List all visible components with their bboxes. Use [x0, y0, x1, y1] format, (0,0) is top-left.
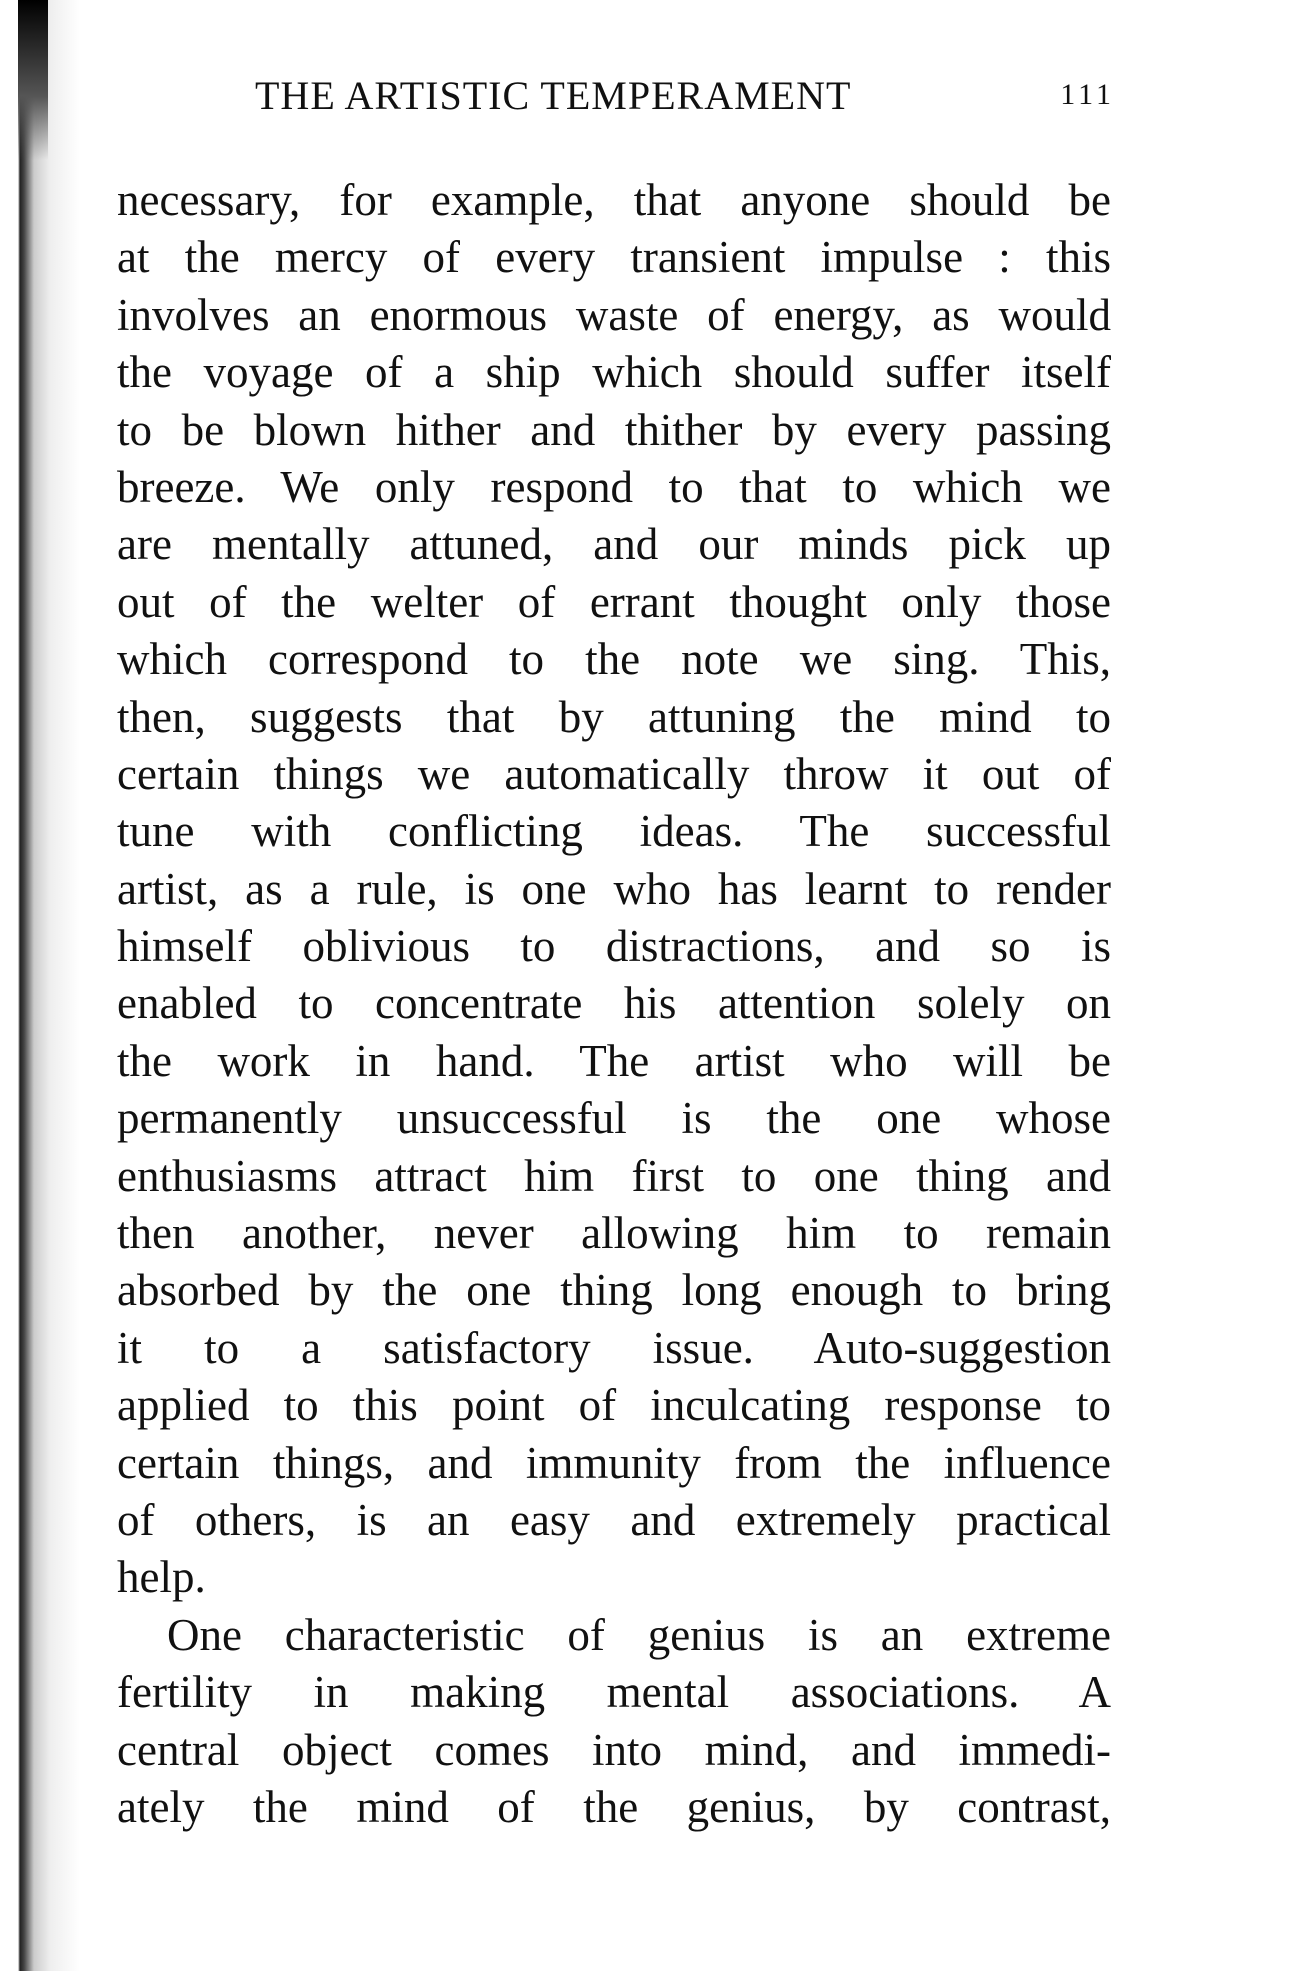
- text-line: permanently unsuccessful is the one whose: [117, 1093, 1111, 1144]
- text-line: himself oblivious to distractions, and so is: [117, 921, 1111, 972]
- text-line: are mentally attuned, and our minds pick up: [117, 519, 1111, 570]
- text-line: at the mercy of every transient impulse : this: [117, 232, 1111, 283]
- body-text: [117, 172, 1111, 1836]
- text-line: help.: [117, 1552, 206, 1603]
- text-line: the voyage of a ship which should suffer itself: [117, 347, 1111, 398]
- binding-shadow: [18, 0, 48, 160]
- text-line: central object comes into mind, and immedi-: [117, 1724, 1111, 1775]
- text-line: absorbed by the one thing long enough to bring: [117, 1265, 1111, 1316]
- text-line: out of the welter of errant thought only those: [117, 576, 1111, 627]
- text-line: involves an enormous waste of energy, as would: [117, 289, 1111, 340]
- text-line: certain things, and immunity from the influence: [117, 1437, 1111, 1488]
- text-line: it to a satisfactory issue. Auto-suggestion: [117, 1322, 1111, 1373]
- text-line: certain things we automatically throw it out of: [117, 748, 1111, 799]
- text-line: enthusiasms attract him first to one thing and: [117, 1150, 1111, 1201]
- text-line: enabled to concentrate his attention solely on: [117, 978, 1111, 1029]
- page-number: 111: [1060, 78, 1115, 111]
- text-line: then another, never allowing him to remain: [117, 1208, 1111, 1259]
- header-title: THE ARTISTIC TEMPERAMENT: [255, 73, 852, 118]
- text-line: to be blown hither and thither by every passing: [117, 404, 1111, 455]
- text-line: artist, as a rule, is one who has learnt to render: [117, 863, 1111, 914]
- text-line: One characteristic of genius is an extreme: [167, 1609, 1111, 1660]
- text-line: applied to this point of inculcating response to: [117, 1380, 1111, 1431]
- text-line: then, suggests that by attuning the mind to: [117, 691, 1111, 742]
- text-line: ately the mind of the genius, by contrast,: [117, 1781, 1111, 1832]
- text-line: breeze. We only respond to that to which we: [117, 461, 1111, 512]
- running-header: [255, 72, 1115, 122]
- text-line: tune with conflicting ideas. The successful: [117, 806, 1111, 857]
- text-line: necessary, for example, that anyone should be: [117, 175, 1111, 225]
- text-line: fertility in making mental associations. A: [117, 1667, 1111, 1718]
- text-line: of others, is an easy and extremely practical: [117, 1494, 1111, 1545]
- text-line: the work in hand. The artist who will be: [117, 1035, 1111, 1086]
- text-line: which correspond to the note we sing. This,: [117, 634, 1111, 685]
- page-gutter-shadow: [0, 0, 80, 1971]
